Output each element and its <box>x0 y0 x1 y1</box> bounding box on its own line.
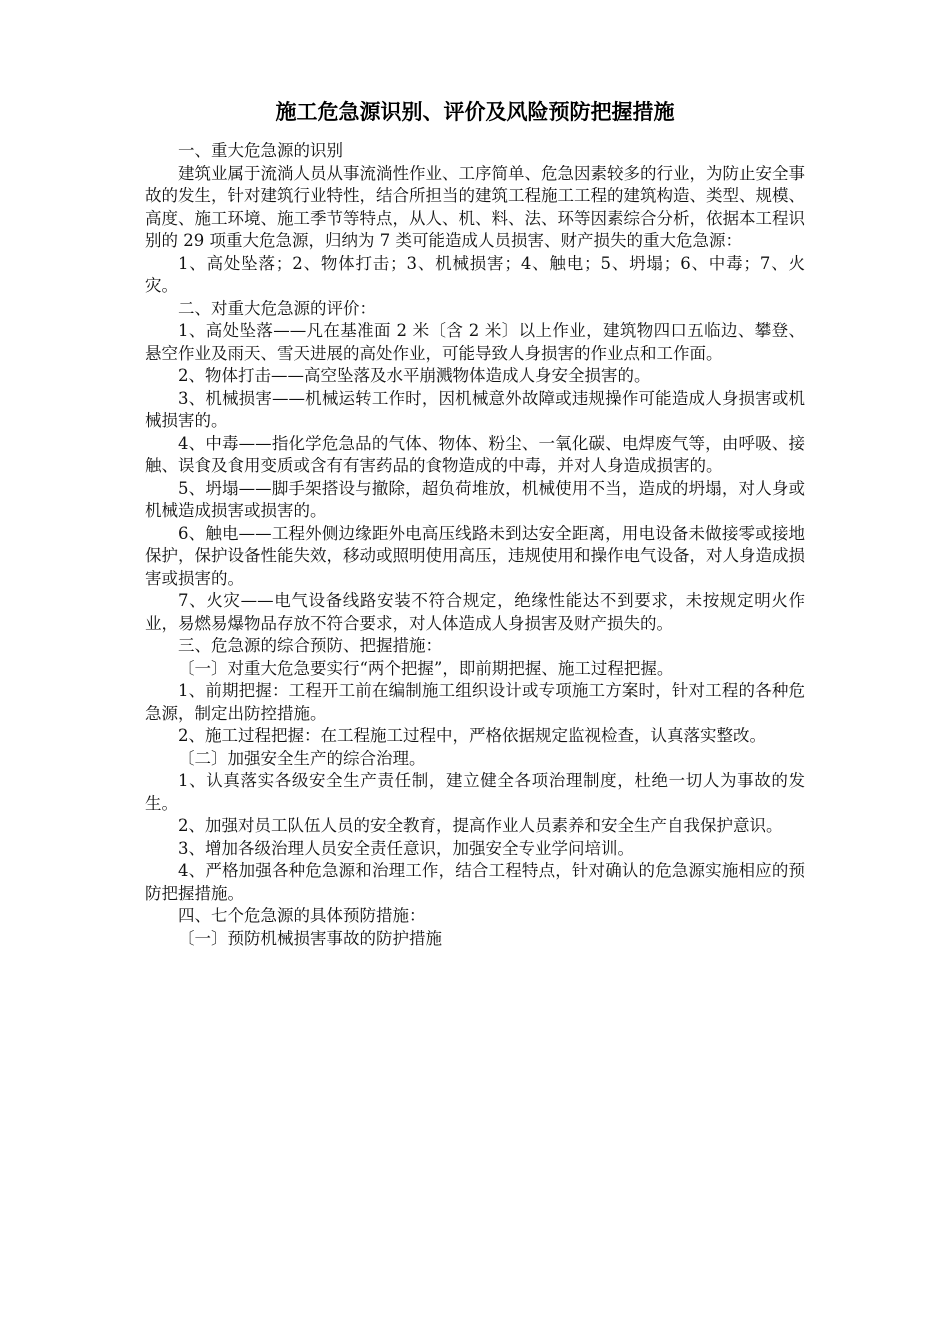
paragraph: 3、增加各级治理人员安全责任意识，加强安全专业学问培训。 <box>178 838 634 858</box>
subsection-heading: 〔二〕加强安全生产的综合治理。 <box>178 748 426 768</box>
section-heading: 二、对重大危急源的评价： <box>178 298 376 318</box>
paragraph: 7、火灾——电气设备线路安装不符合规定，绝缘性能达不到要求，未按规定明火作业，易燃易爆物品存放不符合要求，对人体造成人身损害及财产损失的。 <box>145 591 805 633</box>
subsection-heading: 〔一〕预防机械损害事故的防护措施 <box>178 928 442 948</box>
paragraph: 1、高处坠落——凡在基准面 2 米〔含 2 米〕以上作业，建筑物四口五临边、攀登、悬空作业及雨天、雪天进展的高处作业，可能导致人身损害的作业点和工作面。 <box>145 321 805 363</box>
paragraph: 2、物体打击——高空坠落及水平崩溅物体造成人身安全损害的。 <box>178 366 651 385</box>
paragraph: 1、认真落实各级安全生产责任制，建立健全各项治理制度，杜绝一切人为事故的发生。 <box>145 771 805 813</box>
section-heading: 一、重大危急源的识别 <box>178 141 343 160</box>
paragraph: 2、施工过程把握：在工程施工过程中，严格依据规定监视检查，认真落实整改。 <box>178 726 766 745</box>
paragraph: 2、加强对员工队伍人员的安全教育，提高作业人员素养和安全生产自我保护意识。 <box>178 816 783 835</box>
document-title: 施工危急源识别、评价及风险预防把握措施 <box>275 100 675 124</box>
paragraph: 6、触电——工程外侧边缘距外电高压线路未到达安全距离，用电设备未做接零或接地保护，保护设备性能失效，移动或照明使用高压，违规使用和操作电气设备，对人身造成损害或损害的。 <box>145 523 805 588</box>
paragraph: 4、严格加强各种危急源和治理工作，结合工程特点，针对确认的危急源实施相应的预防把握措施。 <box>145 861 805 903</box>
paragraph: 3、机械损害——机械运转工作时，因机械意外故障或违规操作可能造成人身损害或机械损害的。 <box>145 388 805 430</box>
section-heading: 三、危急源的综合预防、把握措施： <box>178 636 442 655</box>
paragraph: 5、坍塌——脚手架搭设与撤除，超负荷堆放，机械使用不当，造成的坍塌，对人身或机械造成损害或损害的。 <box>145 478 805 520</box>
subsection-heading: 〔一〕对重大危急要实行“两个把握”，即前期把握、施工过程把握。 <box>178 658 674 678</box>
paragraph: 1、前期把握：工程开工前在编制施工组织设计或专项施工方案时，针对工程的各种危急源，制定出防控措施。 <box>145 681 805 723</box>
section-heading: 四、七个危急源的具体预防措施： <box>178 906 426 925</box>
document-page <box>145 98 805 950</box>
paragraph: 建筑业属于流淌人员从事流淌性作业、工序简单、危急因素较多的行业，为防止安全事故的发生，针对建筑行业特性，结合所担当的建筑工程施工工程的建筑构造、类型、规模、高度、施工环境、施工季节等特点，从人、机、料、法、环等因素综合分析，依据本工程识别的 29 项重大危急源，归纳为 7 类可能造成人员损害、财产损失的重大危急源： <box>145 163 805 250</box>
paragraph: 4、中毒——指化学危急品的气体、物体、粉尘、一氧化碳、电焊废气等，由呼吸、接触、误食及食用变质或含有有害药品的食物造成的中毒，并对人身造成损害的。 <box>145 433 805 475</box>
paragraph: 1、高处坠落；2、物体打击；3、机械损害；4、触电；5、坍塌；6、中毒；7、火灾。 <box>145 253 805 295</box>
